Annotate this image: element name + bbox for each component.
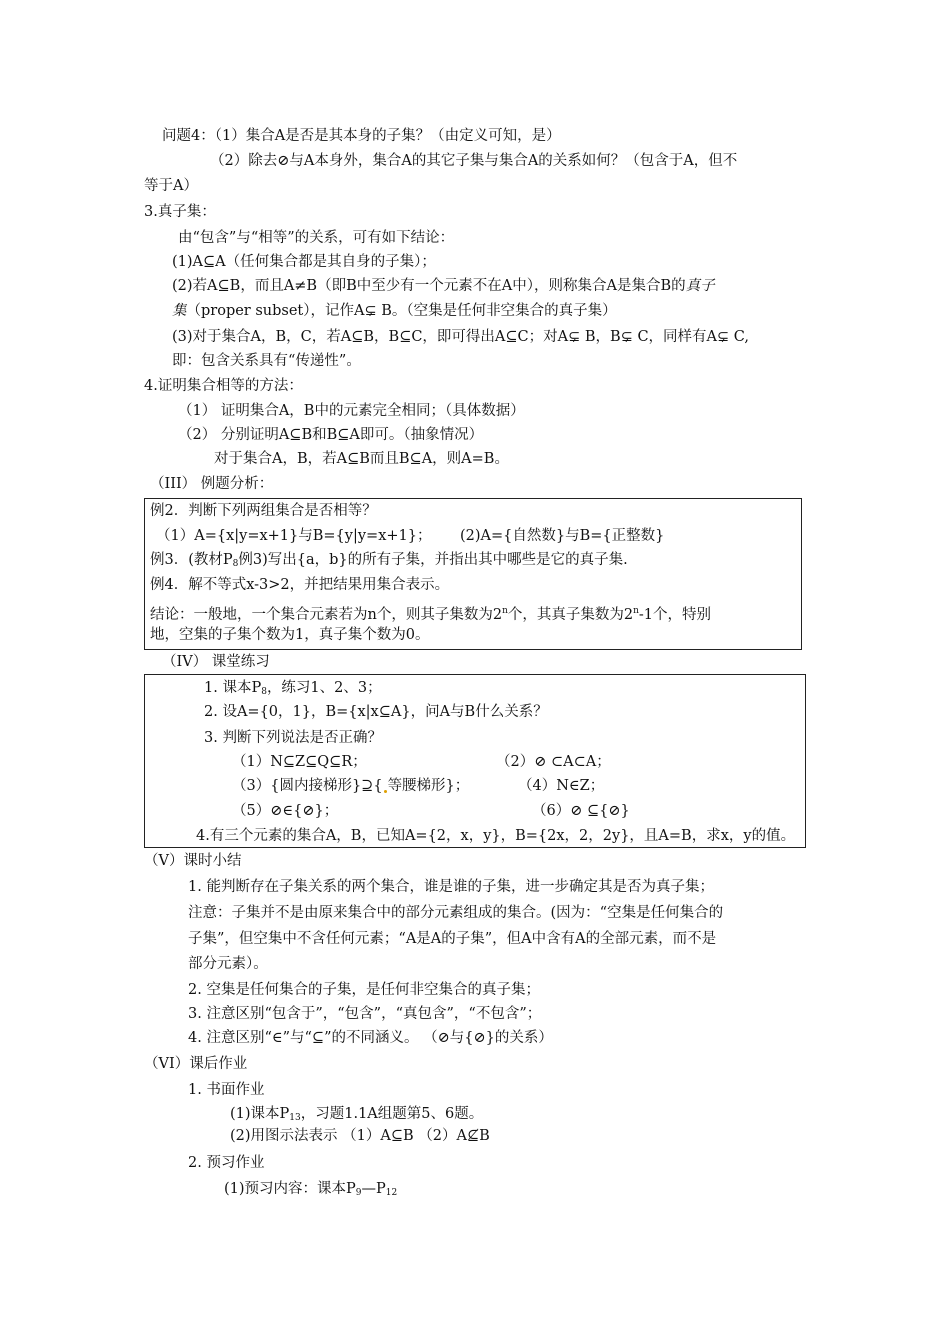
practice-1-post: ，练习1、2、3；	[266, 680, 382, 696]
method-2: （2） 分别证明A⊆B和B⊆A即可。（抽象情况）	[178, 427, 484, 443]
question-4-line-1: 问题4：（1）集合A是否是其本身的子集？（由定义可知，是）	[162, 128, 561, 144]
homework-1a-post: ，习题1.1A组题第5、6题。	[300, 1106, 484, 1122]
conclusion-sup-2: n	[633, 606, 639, 616]
homework-1a-pre: (1)课本P	[230, 1106, 290, 1122]
conclusion-1: (1)A⊆A（任何集合都是其自身的子集）；	[172, 254, 436, 270]
method-conclusion: 对于集合A，B，若A⊆B而且B⊆A，则A=B。	[214, 451, 509, 467]
judge-4: （4）N∈Z；	[518, 778, 605, 794]
practice-2: 2. 设A={0，1}，B={x|x⊆A}，问A与B什么关系？	[204, 704, 548, 720]
homework-1a	[230, 1104, 483, 1128]
homework-2a-page-start: 9	[355, 1188, 362, 1198]
conclusion-b: 个，其真子集数为2	[507, 607, 634, 623]
section-iii-title: （III） 例题分析：	[150, 476, 274, 492]
judge-6: （6）⊘ ⊆{⊘}	[532, 803, 630, 819]
example-conclusion-line-1	[150, 601, 711, 625]
example-3-page: 8	[232, 559, 239, 569]
section-3-title: 3.真子集：	[144, 204, 216, 220]
judge-1: （1）N⊆Z⊆Q⊆R；	[232, 754, 367, 770]
judge-3-b: 等腰梯形}；	[387, 778, 470, 794]
conclusion-a: 结论：一般地，一个集合元素若为n个，则其子集数为2	[150, 607, 503, 623]
summary-4: 4. 注意区别“∈”与“⊆”的不同涵义。 （⊘与{⊘}的关系）	[188, 1030, 553, 1046]
homework-2a	[224, 1179, 397, 1203]
summary-2: 2. 空集是任何集合的子集，是任何非空集合的真子集；	[188, 982, 540, 998]
judge-2: （2）⊘ ⊂A⊂A；	[496, 754, 611, 770]
conclusion-sup-1: n	[502, 606, 508, 616]
summary-note-1: 注意：子集并不是由原来集合中的部分元素组成的集合。(因为：“空集是任何集合的	[188, 905, 724, 921]
example-3	[150, 550, 628, 574]
conclusion-2-text: (2)若A⊆B，而且A≠B（即B中至少有一个元素不在A中），则称集合A是集合B的	[172, 278, 686, 294]
judge-5: （5）⊘∈{⊘}；	[232, 803, 339, 819]
conclusion-2-text-end: （proper subset），记作A⊊ B。（空集是任何非空集合的真子集）	[186, 303, 617, 319]
conclusion-2-line-1	[172, 276, 715, 296]
highlight-dot	[384, 790, 387, 793]
example-2: 例2．判断下列两组集合是否相等？	[150, 503, 377, 519]
summary-note-2: 子集”，但空集中不含任何元素；“A是A的子集”，但A中含有A的全部元素，而不是	[188, 931, 717, 947]
proper-subset-term: 真子	[685, 278, 715, 294]
question-4-line-3: 等于A）	[144, 178, 198, 194]
summary-3: 3. 注意区别“包含于”，“包含”，“真包含”，“不包含”；	[188, 1006, 542, 1022]
conclusion-3-line-2: 即：包含关系具有“传递性”。	[172, 353, 361, 369]
section-v-title: （V）课时小结	[144, 853, 242, 869]
judge-3-a: （3）{圆内接梯形}⊇{	[232, 778, 383, 794]
section-4-title: 4.证明集合相等的方法：	[144, 378, 303, 394]
homework-2: 2. 预习作业	[188, 1155, 265, 1171]
practice-4: 4.有三个元素的集合A，B，已知A={2，x，y}，B={2x，2，2y}，且A=B，求x，y的值。	[196, 828, 796, 844]
proper-subset-term-end: 集	[172, 303, 187, 319]
example-3-pre: 例3．(教材P	[150, 552, 233, 568]
homework-1a-page: 13	[289, 1113, 301, 1123]
summary-1: 1. 能判断存在子集关系的两个集合，谁是谁的子集，进一步确定其是否为真子集；	[188, 879, 714, 895]
homework-2a-pre: (1)预习内容：课本P	[224, 1181, 356, 1197]
example-3-post: 例3)写出{a，b}的所有子集，并指出其中哪些是它的真子集.	[238, 552, 628, 568]
homework-2a-mid: —P	[361, 1181, 386, 1197]
practice-1-page: 8	[261, 687, 267, 697]
section-3-intro: 由“包含”与“相等”的关系，可有如下结论：	[178, 230, 455, 246]
conclusion-c: -1个，特别	[638, 607, 712, 623]
practice-3: 3. 判断下列说法是否正确？	[204, 730, 382, 746]
practice-1	[204, 678, 382, 702]
example-4: 例4．解不等式x-3>2，并把结果用集合表示。	[150, 577, 450, 593]
question-4-line-2: （2）除去⊘与A本身外，集合A的其它子集与集合A的关系如何？（包含于A，但不	[210, 153, 738, 169]
practice-1-pre: 1. 课本P	[204, 680, 262, 696]
summary-note-3: 部分元素）。	[188, 956, 268, 972]
example-conclusion-line-2: 地，空集的子集个数为1，真子集个数为0。	[150, 627, 430, 643]
conclusion-3-line-1: (3)对于集合A，B，C，若A⊆B，B⊆C，即可得出A⊆C；对A⊊ B，B⊊ C，同样有A⊊ C,	[172, 329, 749, 345]
homework-2a-page-end: 12	[385, 1188, 398, 1198]
homework-1: 1. 书面作业	[188, 1082, 265, 1098]
judge-3	[232, 776, 469, 796]
section-iv-title: （IV） 课堂练习	[162, 654, 270, 670]
homework-1b: (2)用图示法表示 （1）A⊆B （2）A⊈B	[230, 1128, 490, 1144]
method-1: （1） 证明集合A，B中的元素完全相同；（具体数据）	[178, 403, 525, 419]
conclusion-2-line-2	[172, 301, 617, 321]
example-2-part-2: (2)A={自然数}与B={正整数}	[460, 528, 665, 544]
section-vi-title: （VI）课后作业	[144, 1056, 248, 1072]
example-2-part-1: （1）A={x|y=x+1}与B={y|y=x+1}；	[156, 528, 432, 544]
